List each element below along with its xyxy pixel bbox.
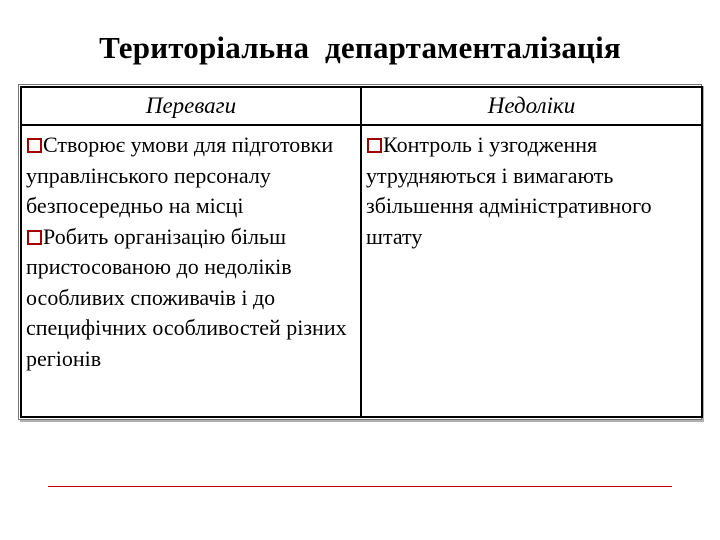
square-bullet-icon [27, 138, 42, 153]
comparison-table [20, 86, 703, 418]
table-header-row [21, 87, 702, 125]
header-disadvantages: Недоліки [361, 87, 702, 125]
list-item [26, 222, 356, 375]
square-bullet-icon [367, 138, 382, 153]
header-advantages: Переваги [21, 87, 361, 125]
disadvantages-cell [361, 125, 702, 417]
advantage-text-1: Створює умови для підготовки управлінського персоналу безпосередньо на місці [26, 132, 334, 218]
list-item [366, 130, 697, 252]
slide-title: Територіальна департаменталізація [99, 30, 621, 65]
bottom-divider [48, 486, 672, 487]
square-bullet-icon [27, 230, 42, 245]
list-item [26, 130, 356, 222]
advantage-text-2: Робить організацію більш пристосованою до недоліків особливих споживачів і до специфічних особливостей різних регіонів [26, 223, 347, 371]
disadvantage-text-1: Контроль і узгодження утрудняються і вимагають збільшення адміністративного штату [366, 132, 652, 249]
table-row [21, 125, 702, 417]
advantages-cell [21, 125, 361, 417]
